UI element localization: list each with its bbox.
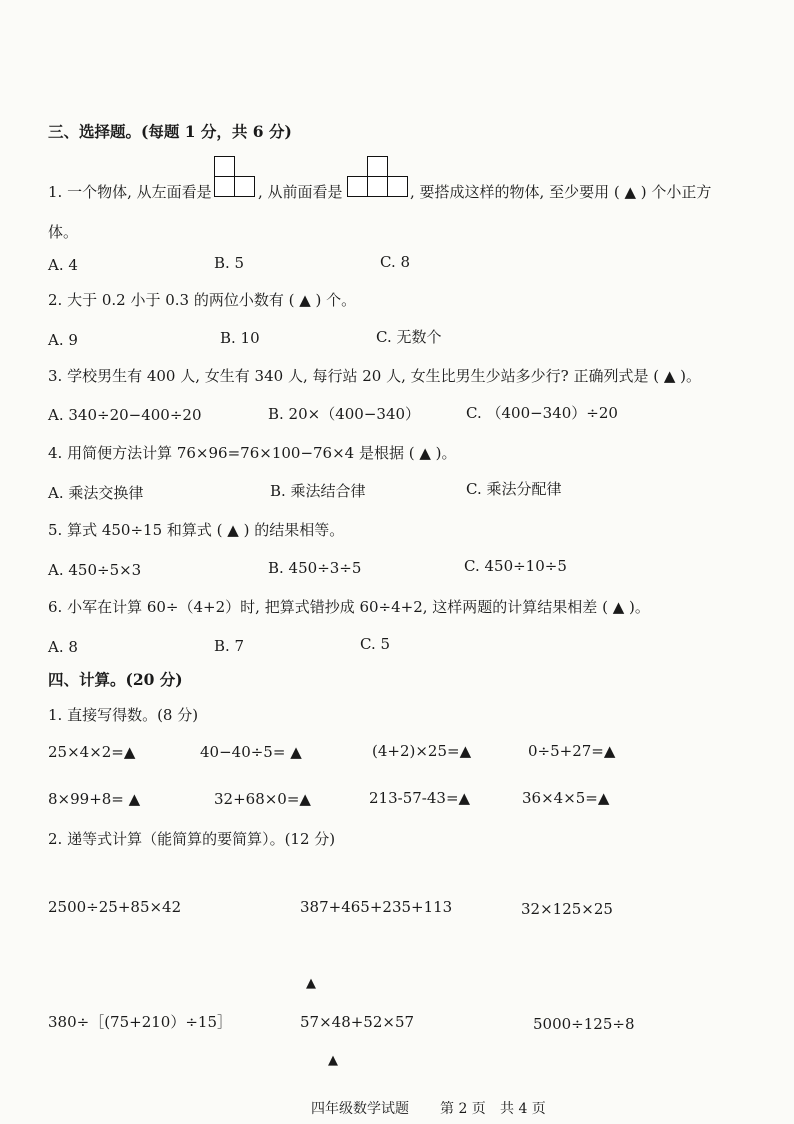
footer-page: 第 2 页: [440, 1101, 486, 1117]
q3-option-c: C. （400−340）÷20: [466, 404, 618, 422]
q6-option-a: A. 8: [48, 638, 78, 656]
q2-option-c: C. 无数个: [376, 328, 442, 346]
q4-text: 4. 用简便方法计算 76×96=76×100−76×4 是根据 ( ▲ )。: [48, 444, 457, 462]
front-view-figure: [347, 156, 409, 198]
q1-text-b: , 从前面看是: [258, 183, 343, 201]
section-4-heading: 四、计算。(20 分): [48, 670, 183, 689]
left-view-figure: [214, 156, 256, 198]
sub1-title: 1. 直接写得数。(8 分): [48, 706, 199, 724]
mental-expr-6: 32+68×0=▲: [214, 790, 311, 808]
mental-expr-1: 25×4×2=▲: [48, 743, 136, 761]
q5-text: 5. 算式 450÷15 和算式 ( ▲ ) 的结果相等。: [48, 521, 345, 539]
stepwise-expr-1: 2500÷25+85×42: [48, 898, 182, 916]
mental-expr-3: (4+2)×25=▲: [372, 742, 472, 760]
sub2-title: 2. 递等式计算（能简算的要简算）。(12 分): [48, 830, 336, 848]
stepwise-expr-4: 380÷［(75+210）÷15］: [48, 1013, 232, 1031]
q1-option-a: A. 4: [48, 256, 78, 274]
mental-expr-4: 0÷5+27=▲: [528, 742, 616, 760]
q4-option-c: C. 乘法分配律: [466, 480, 562, 498]
q1-option-c: C. 8: [380, 253, 411, 271]
q5-option-c: C. 450÷10÷5: [464, 557, 567, 575]
footer-total: 共 4 页: [500, 1101, 546, 1117]
q6-option-c: C. 5: [360, 635, 391, 653]
q2-text: 2. 大于 0.2 小于 0.3 的两位小数有 ( ▲ ) 个。: [48, 291, 357, 309]
q5-option-b: B. 450÷3÷5: [268, 559, 362, 577]
q5-option-a: A. 450÷5×3: [48, 561, 142, 579]
stepwise-expr-2: 387+465+235+113: [300, 898, 453, 916]
answer-marker-2: ▲: [328, 1053, 338, 1068]
q1-option-b: B. 5: [214, 254, 245, 272]
q1-text-d: 体。: [48, 223, 79, 241]
q3-option-a: A. 340÷20−400÷20: [48, 406, 202, 424]
q6-option-b: B. 7: [214, 637, 245, 655]
q1-text-a: 1. 一个物体, 从左面看是: [48, 183, 212, 201]
q1-text-c: , 要搭成这样的物体, 至少要用 ( ▲ ) 个小正方: [410, 183, 712, 201]
q2-option-b: B. 10: [220, 329, 260, 347]
mental-expr-2: 40−40÷5= ▲: [200, 743, 302, 761]
mental-expr-7: 213-57-43=▲: [369, 789, 471, 807]
q3-option-b: B. 20×（400−340）: [268, 405, 421, 423]
footer-title: 四年级数学试题: [311, 1101, 409, 1117]
stepwise-expr-6: 5000÷125÷8: [533, 1015, 635, 1033]
q2-option-a: A. 9: [48, 331, 78, 349]
q6-text: 6. 小军在计算 60÷（4+2）时, 把算式错抄成 60÷4+2, 这样两题的计算结果相差 ( ▲ )。: [48, 598, 650, 616]
q4-option-a: A. 乘法交换律: [48, 484, 144, 502]
mental-expr-8: 36×4×5=▲: [522, 789, 610, 807]
stepwise-expr-3: 32×125×25: [521, 900, 613, 918]
mental-expr-5: 8×99+8= ▲: [48, 790, 141, 808]
q3-text: 3. 学校男生有 400 人, 女生有 340 人, 每行站 20 人, 女生比男生少站多少行? 正确列式是 ( ▲ )。: [48, 367, 702, 385]
section-3-heading: 三、选择题。(每题 1 分，共 6 分): [48, 122, 292, 141]
q4-option-b: B. 乘法结合律: [270, 482, 366, 500]
answer-marker-1: ▲: [306, 976, 316, 991]
stepwise-expr-5: 57×48+52×57: [300, 1013, 415, 1031]
